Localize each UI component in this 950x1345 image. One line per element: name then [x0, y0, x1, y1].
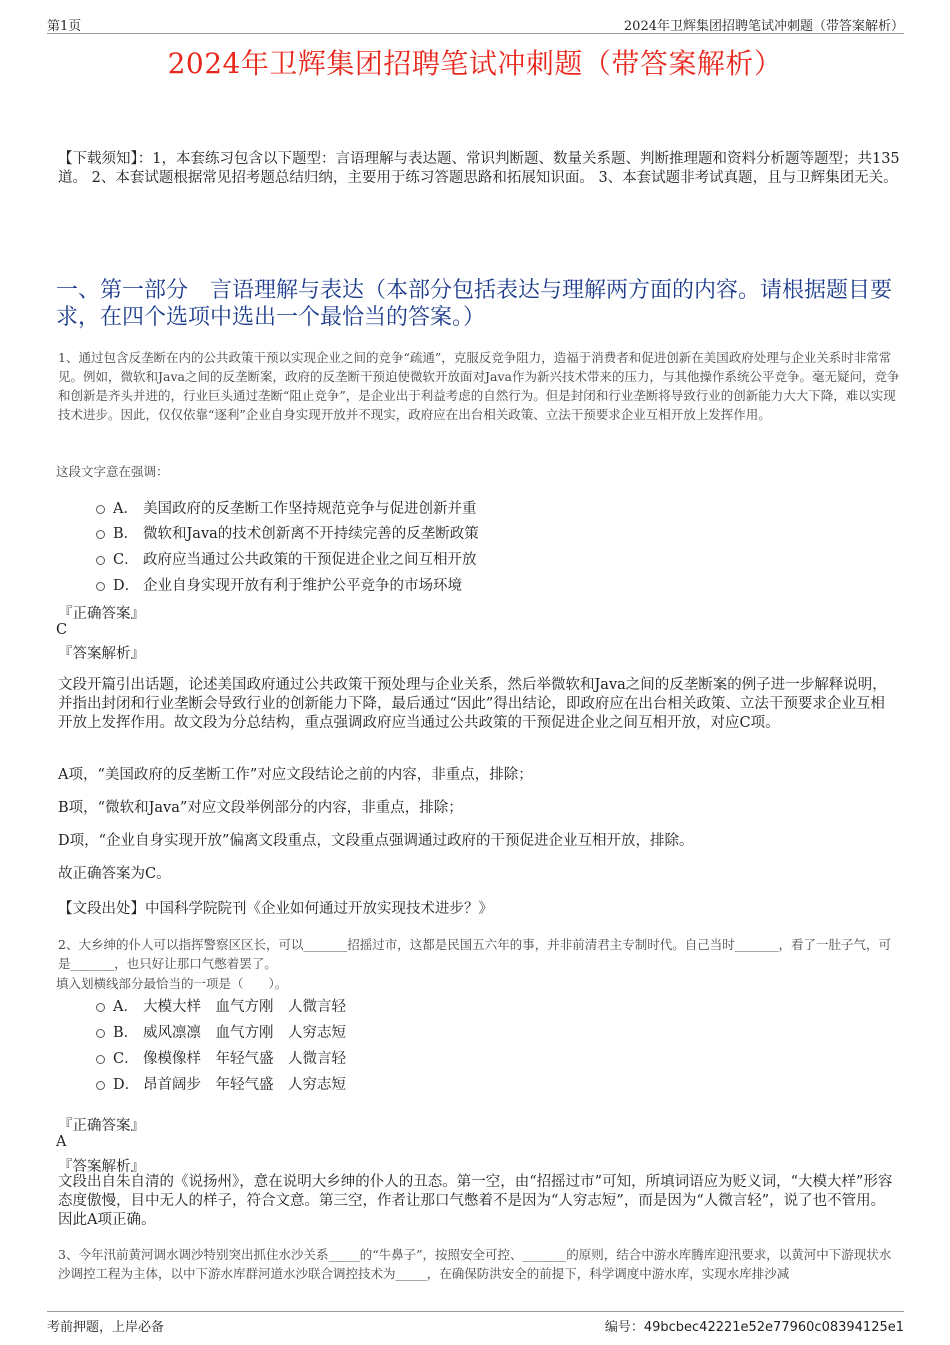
question-1-stem: 1、通过包含反垄断在内的公共政策干预以实现企业之间的竞争“疏通”，克服反竞争阻力，造福于消费者和促进创新在美国政府处理与企业关系时非常常见。例如，微软和Java之间的反垄断案，政府的反垄断干预迫使微软开放面对Java作为新兴技术带来的压力，与其他操作系统公平竞争。毫无疑问，竞争和创新是齐头并进的，行业巨头通过垄断“阻止竞争”，是企业出于利益考虑的自然行为。但是封闭和行业垄断将导致行业的创新能力大大下降，难以实现技术进步。因此，仅仅依靠“逐利”企业自身实现开放并不现实，政府应在出台相关政策、立法干预要求企业互相开放上发挥作用。: [58, 350, 900, 422]
question-2-option-b[interactable]: B． 威风凛凛 血气方刚 人穷志短: [96, 1021, 346, 1041]
radio-icon[interactable]: [96, 1055, 105, 1064]
question-2-option-c[interactable]: C． 像模像样 年轻气盛 人微言轻: [96, 1047, 346, 1067]
question-1-analysis-label: 『答案解析』: [58, 646, 145, 662]
question-1-option-d[interactable]: D． 企业自身实现开放有利于维护公平竞争的市场环境: [96, 574, 462, 594]
radio-icon[interactable]: [96, 1081, 105, 1090]
question-2-answer: A: [56, 1134, 67, 1150]
radio-icon[interactable]: [96, 556, 105, 565]
question-2-analysis: 文段出自朱自清的《说扬州》，意在说明大乡绅的仆人的丑态。第一空，由“招摇过市”可知，所填词语应为贬义词，“大模大样”形容态度傲慢，目中无人的样子，符合文意。第三空，作者让那口气憋着不是因为“人穷志短”，而是因为“人微言轻”，说了也不管用。因此A项正确。: [58, 1174, 893, 1228]
question-2-analysis-label: 『答案解析』: [58, 1159, 145, 1175]
question-1-option-c[interactable]: C． 政府应当通过公共政策的干预促进企业之间互相开放: [96, 548, 477, 568]
question-2-stem: 2、大乡绅的仆人可以指挥警察区区长，可以_______招摇过市，这都是民国五六年的事，并非前清君主专制时代。自己当时_______，看了一肚子气，可是_______，也只好让那口气憋着罢了。: [58, 937, 891, 971]
question-1-prompt: 这段文字意在强调：: [56, 464, 169, 479]
page-header: [47, 13, 904, 34]
header-doc-title: 2024年卫辉集团招聘笔试冲刺题（带答案解析）: [623, 19, 904, 34]
question-1-option-a[interactable]: A． 美国政府的反垄断工作坚持规范竞争与促进创新并重: [96, 497, 477, 517]
question-1-option-b[interactable]: B． 微软和Java的技术创新离不开持续完善的反垄断政策: [96, 522, 479, 542]
question-1-source: 【文段出处】中国科学院院刊《企业如何通过开放实现技术进步？》: [58, 901, 493, 917]
question-1-analysis-main: 文段开篇引出话题，论述美国政府通过公共政策干预处理与企业关系，然后举微软和Java之间的反垄断案的例子进一步解释说明，并指出封闭和行业垄断会导致行业的创新能力下降，最后通过“因此”得出结论，即政府应在出台相关政策、立法干预要求企业互相开放上发挥作用。故文段为分总结构，重点强调政府应当通过公共政策的干预促进企业之间互相开放，对应C项。: [58, 677, 887, 731]
question-2-option-d[interactable]: D． 昂首阔步 年轻气盛 人穷志短: [96, 1073, 346, 1093]
question-2-option-a[interactable]: A． 大模大样 血气方刚 人微言轻: [96, 995, 346, 1015]
question-1-analysis-d: D项，“企业自身实现开放”偏离文段重点，文段重点强调通过政府的干预促进企业互相开放，排除。: [58, 833, 694, 849]
question-1-conclusion: 故正确答案为C。: [58, 866, 171, 882]
radio-icon[interactable]: [96, 1003, 105, 1012]
question-1-analysis-a: A项，“美国政府的反垄断工作”对应文段结论之前的内容，非重点，排除；: [58, 767, 533, 783]
radio-icon[interactable]: [96, 530, 105, 539]
page-footer: [47, 1311, 904, 1334]
question-2-prompt: 填入划横线部分最恰当的一项是（ ）。: [56, 976, 288, 991]
radio-icon[interactable]: [96, 1029, 105, 1038]
footer-code: 编号：49bcbec42221e52e77960c08394125e1: [604, 1320, 904, 1335]
page-number: 第1页: [47, 19, 82, 34]
radio-icon[interactable]: [96, 582, 105, 591]
page-title: 2024年卫辉集团招聘笔试冲刺题（带答案解析）: [167, 47, 783, 80]
question-3-stem: 3、今年汛前黄河调水调沙特别突出抓住水沙关系_____的“牛鼻子”，按照安全可控、_______的原则，结合中游水库腾库迎汛要求，以黄河中下游现状水沙调控工程为主体，以中下游水库群河道水沙联合调控技术为_____，在确保防洪安全的前提下，科学调度中游水库，实现水库排沙减: [58, 1247, 892, 1281]
section-heading: 一、第一部分 言语理解与表达（本部分包括表达与理解两方面的内容。请根据题目要求，在四个选项中选出一个最恰当的答案。）: [56, 278, 893, 330]
radio-icon[interactable]: [96, 505, 105, 514]
question-2-answer-label: 『正确答案』: [58, 1118, 145, 1134]
question-1-analysis-b: B项，“微软和Java”对应文段举例部分的内容，非重点，排除；: [58, 800, 463, 816]
footer-slogan: 考前押题，上岸必备: [47, 1320, 165, 1335]
question-1-answer: C: [56, 622, 68, 638]
download-notice: 【下载须知】：1，本套练习包含以下题型：言语理解与表达题、常识判断题、数量关系题、判断推理题和资料分析题等题型；共135道。 2、本套试题根据常见招考题总结归纳，主要用于练习答题思路和拓展知识面。 3、本套试题非考试真题，且与卫辉集团无关。: [58, 151, 900, 186]
question-1-answer-label: 『正确答案』: [58, 606, 145, 622]
